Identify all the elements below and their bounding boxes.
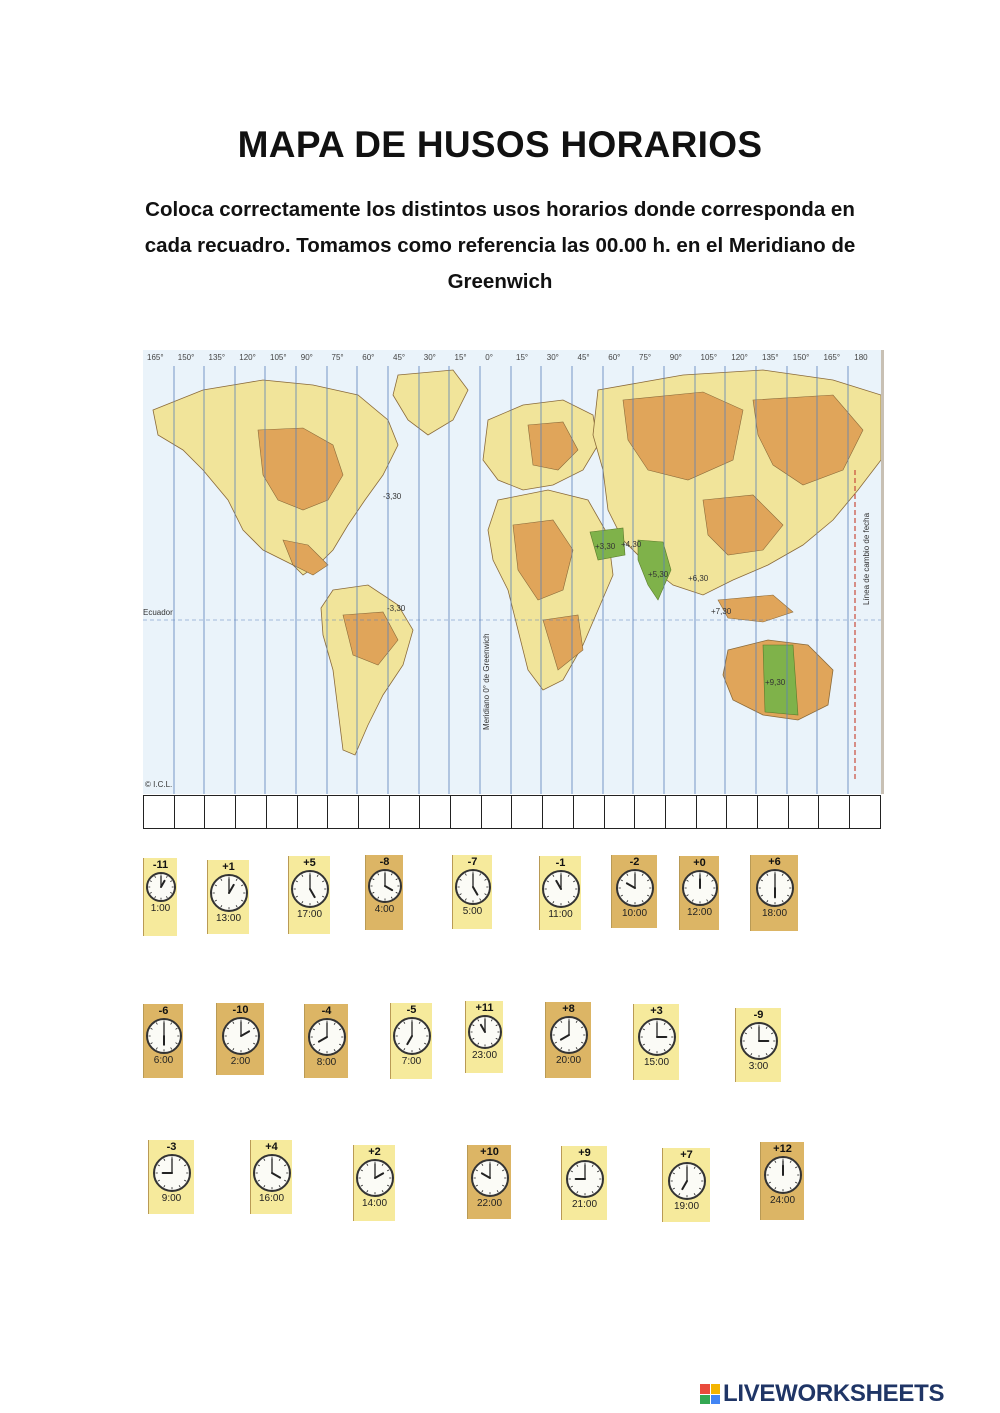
longitude-label: 90° [300,353,313,362]
clock-icon [550,1016,588,1054]
answer-box[interactable] [727,796,758,828]
answer-box[interactable] [359,796,390,828]
clock-icon [146,1018,182,1054]
clock-time: 9:00 [161,1193,182,1204]
longitude-label: 135° [208,353,226,362]
answer-box[interactable] [543,796,574,828]
footer-brand [700,1380,990,1408]
offset-label: -3,30 [383,492,402,501]
clock-time: 3:00 [748,1061,769,1072]
longitude-label: 165° [147,353,164,362]
clock-icon [146,872,176,902]
clock-icon [471,1159,509,1197]
longitude-label: 30° [423,353,436,362]
offset-label: +3,30 [595,542,616,551]
longitude-label: 105° [270,353,287,362]
answer-box[interactable] [819,796,850,828]
liveworksheets-logo-icon [700,1384,720,1404]
clock-time: 22:00 [476,1198,503,1209]
offset-label: +5,30 [648,570,669,579]
clock-card[interactable] [679,856,719,930]
instructions-text: Coloca correctamente los distintos usos horarios donde corresponda en cada recuadro. Tomamos como referencia las 00.00 h. en el Meridiano de Greenwich [144,198,856,293]
clock-time: 14:00 [361,1198,388,1209]
clock-icon [756,869,794,907]
clock-offset: +12 [773,1143,792,1155]
clock-offset: +6 [768,856,781,868]
offset-label: +6,30 [688,574,709,583]
clock-time: 5:00 [462,906,483,917]
clock-card[interactable] [304,1004,348,1078]
clock-offset: -2 [629,856,640,868]
clock-icon [682,870,718,906]
answer-box[interactable] [144,796,175,828]
offset-label: -3,30 [387,604,406,613]
answer-box[interactable] [666,796,697,828]
answer-box[interactable] [512,796,543,828]
clock-icon [222,1017,260,1055]
clock-card[interactable] [467,1145,511,1219]
offset-label: +4,30 [621,540,642,549]
longitude-label: 0° [485,353,493,362]
clock-time: 24:00 [769,1195,796,1206]
longitude-label: 150° [792,353,810,362]
offset-label: +7,30 [711,607,732,616]
clock-offset: +1 [222,861,235,873]
clock-icon [764,1156,802,1194]
clock-icon [740,1022,778,1060]
clock-offset: -3 [166,1141,177,1153]
answer-box[interactable] [175,796,206,828]
longitude-label: 120° [239,353,256,362]
clock-time: 21:00 [571,1199,598,1210]
clock-offset: -11 [152,859,169,871]
ecuador-label: Ecuador [143,608,173,617]
clock-time: 11:00 [548,909,573,920]
answer-box[interactable] [789,796,820,828]
clock-card[interactable] [288,856,330,934]
longitude-label: 105° [700,353,718,362]
clock-time: 1:00 [150,903,171,914]
brand-name: LIVEWORKSHEETS [723,1380,945,1407]
clock-card[interactable] [633,1004,679,1080]
longitude-label: 150° [177,353,195,362]
clock-card[interactable] [143,1004,183,1078]
answer-box[interactable] [758,796,789,828]
answer-box[interactable] [635,796,666,828]
clock-card[interactable] [545,1002,591,1078]
longitude-scale [143,350,881,366]
clock-icon [468,1015,502,1049]
clock-icon [668,1162,706,1200]
longitude-label: 180 [854,353,868,362]
longitude-label: 165° [823,353,841,362]
clock-time: 16:00 [258,1193,285,1204]
longitude-label: 75° [639,353,652,362]
clock-icon [308,1018,346,1056]
clock-card[interactable] [611,855,657,928]
clock-offset: -6 [158,1005,169,1017]
answer-box[interactable] [267,796,298,828]
clock-icon [542,870,580,908]
clock-offset: -8 [379,856,390,868]
answer-box[interactable] [328,796,359,828]
clock-time: 2:00 [230,1056,251,1067]
clock-card[interactable] [390,1003,432,1079]
clock-card[interactable] [760,1142,804,1220]
clock-card[interactable] [143,858,177,936]
clock-offset: +4 [265,1141,278,1153]
clock-time: 18:00 [761,908,788,919]
clock-icon [616,869,654,907]
answer-box[interactable] [298,796,329,828]
clock-icon [210,874,248,912]
clock-icon [566,1160,604,1198]
clock-card[interactable] [353,1145,395,1221]
map-copyright: © I.C.L. [145,780,173,789]
answer-box[interactable] [697,796,728,828]
clock-card[interactable] [561,1146,607,1220]
clock-offset: -7 [467,856,478,868]
clock-icon [393,1017,431,1055]
answer-box[interactable] [482,796,513,828]
clock-time: 4:00 [374,904,395,915]
clock-card[interactable] [207,860,249,934]
clock-time: 20:00 [555,1055,582,1066]
clock-offset: -4 [321,1005,332,1017]
clock-time: 8:00 [316,1057,337,1068]
clock-offset: +3 [650,1005,663,1017]
longitude-label: 15° [454,353,467,362]
clock-time: 23:00 [471,1050,498,1061]
clock-offset: -10 [232,1004,249,1016]
answer-row [143,795,881,829]
clock-card[interactable] [539,856,581,930]
greenwich-meridian-label: Meridiano 0° de Greenwich [482,633,491,730]
answer-box[interactable] [850,796,880,828]
clock-offset: +0 [693,857,706,869]
clock-time: 19:00 [673,1201,700,1212]
longitude-label: 60° [608,353,621,362]
clock-time: 12:00 [686,907,713,918]
clock-offset: +11 [475,1002,494,1014]
clock-offset: +2 [368,1146,381,1158]
clock-time: 7:00 [401,1056,422,1067]
clock-card[interactable] [365,855,403,930]
clock-time: 6:00 [153,1055,174,1066]
answer-box[interactable] [605,796,636,828]
longitude-label: 30° [546,353,559,362]
longitude-label: 135° [762,353,779,362]
clock-offset: -1 [555,857,566,869]
longitude-label: 75° [331,353,344,362]
clock-time: 13:00 [215,913,242,924]
clock-icon [153,1154,191,1192]
clock-card[interactable] [750,855,798,931]
clock-offset: +7 [680,1149,693,1161]
map-drawing [143,350,881,794]
clock-offset: +5 [303,857,316,869]
clock-offset: -9 [753,1009,764,1021]
longitude-label: 15° [516,353,529,362]
clock-icon [638,1018,676,1056]
clock-card[interactable] [662,1148,710,1222]
answer-box[interactable] [390,796,421,828]
clock-time: 15:00 [643,1057,670,1068]
clock-card[interactable] [452,855,492,929]
longitude-label: 120° [731,353,748,362]
clock-icon [455,869,491,905]
longitude-label: 45° [577,353,590,362]
longitude-label: 90° [669,353,682,362]
clock-offset: +10 [480,1146,499,1158]
clock-card[interactable] [465,1001,503,1073]
clock-time: 17:00 [296,909,323,920]
clock-offset: +9 [578,1147,591,1159]
answer-box[interactable] [451,796,482,828]
clock-card[interactable] [735,1008,781,1082]
clock-time: 10:00 [621,908,648,919]
clock-card[interactable] [216,1003,264,1075]
answer-box[interactable] [420,796,451,828]
clock-icon [356,1159,394,1197]
world-time-zone-map [143,350,884,794]
answer-box[interactable] [236,796,267,828]
clock-card[interactable] [250,1140,292,1214]
clock-offset: +8 [562,1003,575,1015]
clock-offset: -5 [406,1004,417,1016]
longitude-label: 45° [393,353,406,362]
offset-label: +9,30 [765,678,786,687]
answer-box[interactable] [205,796,236,828]
clock-icon [368,869,402,903]
answer-box[interactable] [574,796,605,828]
page-title: MAPA DE HUSOS HORARIOS [237,124,763,165]
clock-icon [291,870,329,908]
clock-icon [253,1154,291,1192]
clock-card[interactable] [148,1140,194,1214]
date-line-label: Línea de cambio de fecha [862,512,871,605]
longitude-label: 60° [362,353,375,362]
